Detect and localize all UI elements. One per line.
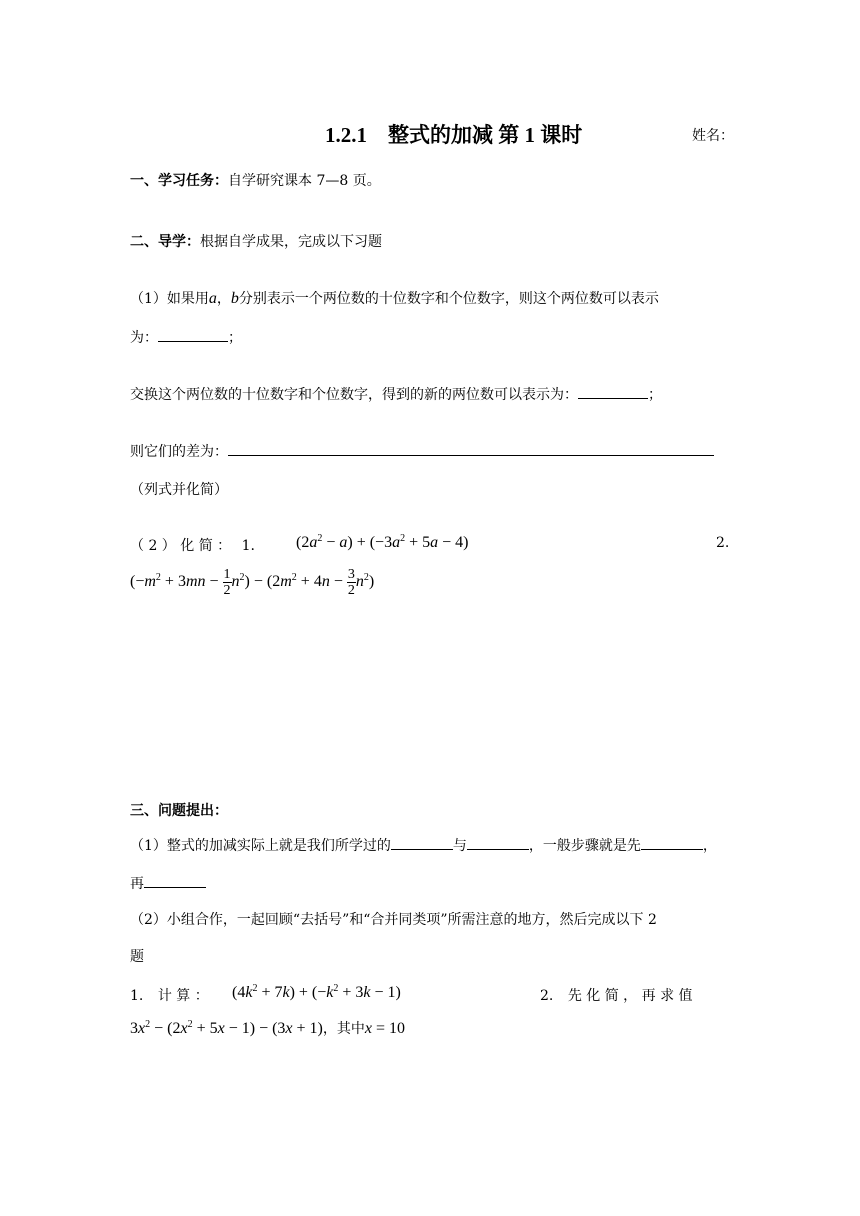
expression-4-line	[130, 1018, 405, 1038]
text: （1）如果用	[130, 291, 209, 307]
answer-blank[interactable]	[578, 384, 648, 399]
section3-question-1	[130, 835, 717, 855]
item-number: 1.	[130, 988, 144, 1004]
text: 再	[130, 876, 144, 892]
variable-a: a	[208, 290, 217, 307]
section-heading: 二、导学：	[130, 234, 200, 250]
name-label: 姓名：	[692, 128, 734, 144]
text: 为：	[130, 330, 158, 346]
answer-blank[interactable]	[467, 835, 529, 850]
text: 则它们的差为：	[130, 444, 228, 460]
text: 分别表示一个两位数的十位数字和个位数字，则这个两位数可以表示	[238, 291, 659, 307]
text: ；	[228, 330, 242, 346]
item-number: 2.	[716, 535, 730, 551]
expression-4: $3x^2 - (2x^2 + 5x - 1) - (3x + 1)$	[130, 1019, 323, 1037]
expression-2: ($-m^2 + 3mn$ − $\frac{1}{2}$ $n^2) - (2m^2 + 4n$ − $\frac{3}{2}$ $n^2$)	[130, 567, 375, 598]
section-heading: 一、学习任务：	[130, 173, 228, 189]
simplify-evaluate-item	[540, 985, 693, 1005]
text: ，	[216, 291, 231, 307]
question-1-line2	[130, 327, 242, 347]
question-1-line1	[130, 288, 659, 308]
calc-item	[130, 985, 209, 1005]
condition: x = 10	[364, 1020, 406, 1037]
section-learning-task	[130, 170, 381, 190]
text: ，一般步骤就是先	[528, 838, 641, 854]
section3-question-2-tail: 题	[130, 949, 144, 965]
section-guide	[130, 231, 382, 251]
text: 先 化 简 ， 再 求 值	[567, 988, 693, 1004]
swap-question	[130, 384, 662, 404]
text: （ 2 ） 化 简 ：	[130, 538, 232, 554]
section3-question-1-line2	[130, 873, 206, 893]
expression-3: $(4k^2 + 7k) + (-k^2 + 3k - 1)$	[232, 983, 401, 1001]
difference-question	[130, 441, 714, 461]
item-number: 2.	[540, 988, 554, 1004]
section-text: 根据自学成果，完成以下习题	[200, 234, 382, 250]
expression-1: $(2a^2 - a) + (-3a^2 + 5a - 4)$	[296, 533, 469, 551]
answer-blank[interactable]	[144, 873, 206, 888]
text: ，其中	[322, 1021, 365, 1037]
text: ，	[702, 838, 717, 854]
question-2-label	[130, 535, 255, 555]
section-heading: 三、问题提出：	[130, 803, 228, 819]
item-number: 1.	[241, 538, 255, 554]
text: 与	[452, 838, 467, 854]
page-title: 1.2.1 整式的加减 第 1 课时	[325, 123, 583, 147]
answer-blank[interactable]	[391, 835, 453, 850]
variable-b: b	[230, 290, 239, 307]
answer-blank[interactable]	[158, 327, 228, 342]
text: 计 算 ：	[157, 988, 209, 1004]
answer-blank[interactable]	[228, 441, 714, 456]
text: ；	[648, 387, 662, 403]
section-text: 自学研究课本 7—8 页。	[228, 173, 381, 189]
text: 交换这个两位数的十位数字和个位数字，得到的新的两位数可以表示为：	[130, 387, 578, 403]
text: （1）整式的加减实际上就是我们所学过的	[130, 838, 391, 854]
difference-note: （列式并化简）	[130, 482, 228, 498]
answer-blank[interactable]	[641, 835, 703, 850]
section3-question-2: （2）小组合作，一起回顾“去括号”和“合并同类项”所需注意的地方，然后完成以下 2	[130, 912, 657, 928]
